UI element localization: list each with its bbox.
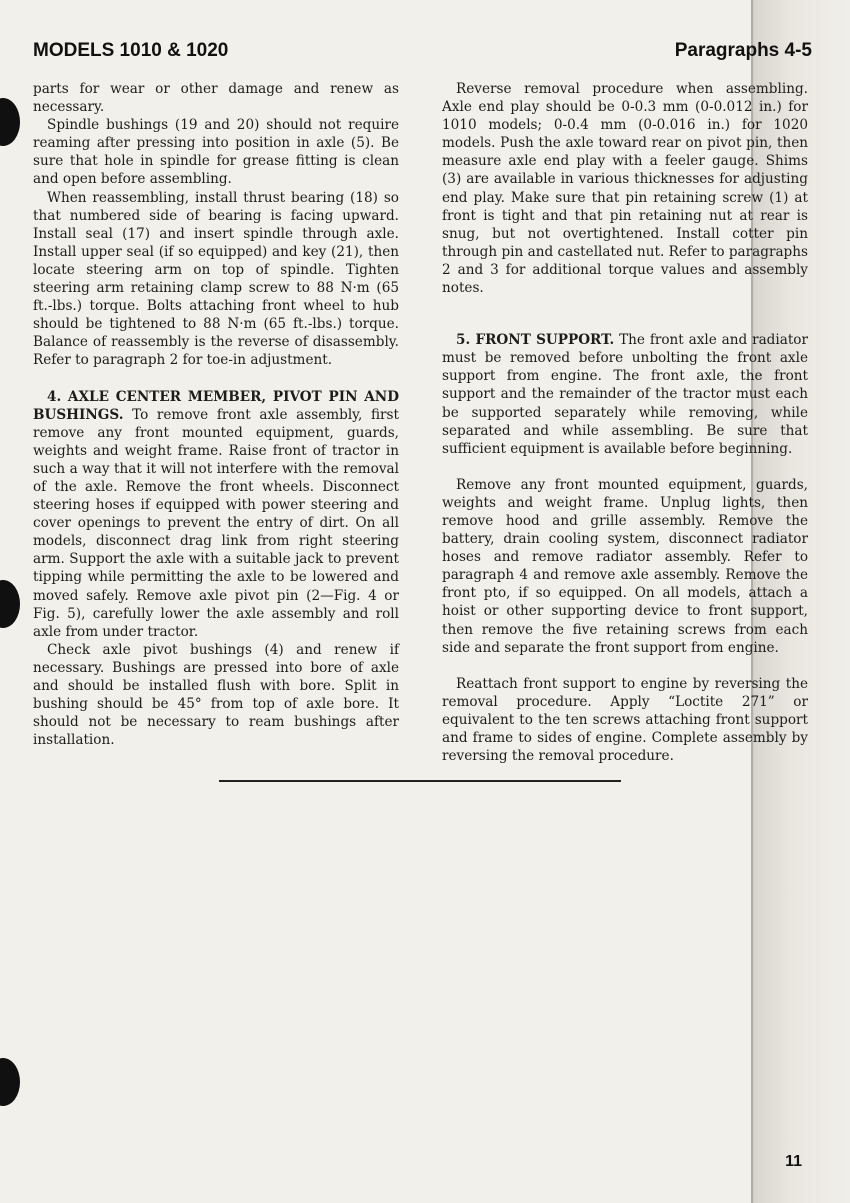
header-models-title: MODELS 1010 & 1020	[33, 40, 229, 61]
right-column	[442, 80, 808, 765]
section-4-heading: 4. AXLE CENTER MEMBER, PIVOT PIN AND BUSHINGS.	[33, 388, 399, 423]
section-4	[33, 388, 399, 641]
section-4-body: To remove front axle assembly, first remove any front mounted equipment, guards, weights and weight frame. Raise front of tractor in such a way that it will not interfere with the removal of the axle. Remove the front wheels. Disconnect steering hoses if equipped with power steering and cover openings to prevent the entry of dirt. On all models, disconnect drag link from right steering arm. Support the axle with a suitable jack to prevent tipping while permitting the axle to be lowered and moved safely. Remove axle pivot pin (2—Fig. 4 or Fig. 5), carefully lower the axle assembly and roll axle from under tractor.	[33, 406, 399, 640]
binder-hole-middle	[0, 580, 20, 628]
left-column	[33, 80, 399, 749]
binder-hole-top	[0, 98, 20, 146]
paragraph-spindle-bushings: Spindle bushings (19 and 20) should not require reaming after pressing into position in axle (5). Be sure that hole in spindle for grease fitting is clean and open before assembling.	[33, 117, 399, 188]
horizontal-rule	[219, 780, 621, 782]
header-paragraphs: Paragraphs 4-5	[674, 40, 812, 61]
binder-hole-bottom	[0, 1058, 20, 1106]
paragraph-continuation: parts for wear or other damage and renew as necessary.	[33, 81, 399, 116]
paragraph-reassembling: When reassembling, install thrust bearing (18) so that numbered side of bearing is facing upward. Install seal (17) and insert spindle through axle. Install upper seal (if so equipped) and key (21), then locate steering arm on top of spindle. Tighten steering arm retaining clamp screw to 88 N·m (65 ft.-lbs.) torque. Bolts attaching front wheel to hub should be tightened to 88 N·m (65 ft.-lbs.) torque. Balance of reassembly is the reverse of disassembly. Refer to paragraph 2 for toe-in adjustment.	[33, 189, 399, 369]
page-number: 11	[785, 1153, 802, 1170]
section-5	[442, 331, 808, 458]
section-5-heading: 5. FRONT SUPPORT.	[456, 332, 615, 349]
paragraph-reverse-removal: Reverse removal procedure when assembling. Axle end play should be 0-0.3 mm (0-0.012 in.) for 1010 models; 0-0.4 mm (0-0.016 in.) for 1020 models. Push the axle toward rear on pivot pin, then measure axle end play with a feeler gauge. Shims (3) are available in various thicknesses for adjusting end play. Make sure that pin retaining screw (1) at front is tight and that pin retaining nut at rear is snug, but not overtightened. Install cotter pin through pin and castellated nut. Refer to paragraphs 2 and 3 for additional torque values and assembly notes.	[442, 81, 808, 297]
section-5-body: The front axle and radiator must be removed before unbolting the front axle support from engine. The front axle, the front support and the remainder of the tractor must each be supported separately while removing, while separated and while assembling. Be sure that sufficient equipment is available before beginning.	[442, 332, 808, 457]
paragraph-pivot-bushings: Check axle pivot bushings (4) and renew if necessary. Bushings are pressed into bore of axle and should be installed flush with bore. Split in bushing should be 45° from top of axle bore. It should not be necessary to ream bushings after installation.	[33, 641, 399, 749]
paragraph-remove-equipment: Remove any front mounted equipment, guards, weights and weight frame. Unplug lights, then remove hood and grille assembly. Remove the battery, drain cooling system, disconnect radiator hoses and remove radiator assembly. Refer to paragraph 4 and remove axle assembly. Remove the front pto, if so equipped. On all models, attach a hoist or other supporting device to front support, then remove the five retaining screws from each side and separate the front support from engine.	[442, 476, 808, 656]
paragraph-reattach-support: Reattach front support to engine by reversing the removal procedure. Apply “Loctite 271” or equivalent to the ten screws attaching front support and frame to sides of engine. Complete assembly by reversing the removal procedure.	[442, 675, 808, 765]
